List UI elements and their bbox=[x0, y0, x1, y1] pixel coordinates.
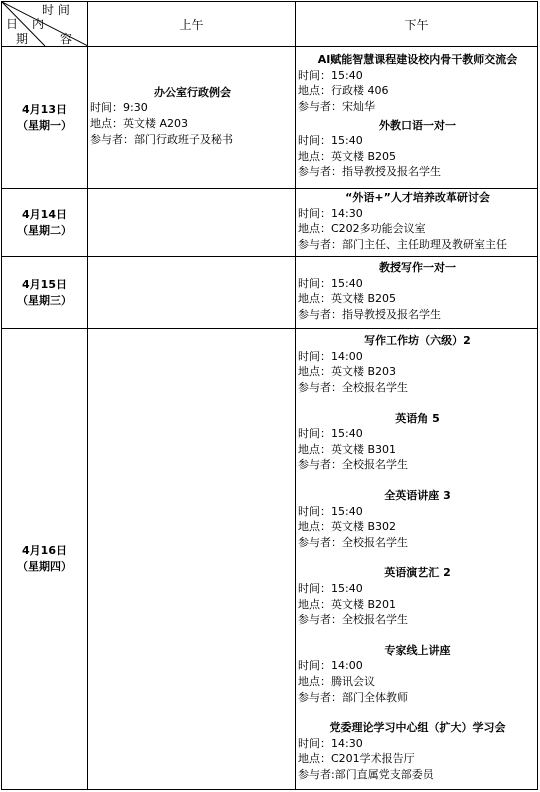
event-detail-line: 地点：英文楼 B201 bbox=[298, 597, 397, 611]
event-block bbox=[298, 565, 537, 627]
date-cell bbox=[2, 189, 88, 257]
event-block bbox=[298, 260, 537, 322]
pm-header: 下午 bbox=[296, 2, 538, 47]
event-block bbox=[298, 411, 537, 473]
am-cell bbox=[88, 189, 296, 257]
event-detail-line: 参与者：全校报名学生 bbox=[298, 613, 408, 627]
event-detail-line: 地点：英文楼 B301 bbox=[298, 442, 397, 456]
pm-cell bbox=[296, 257, 538, 329]
event-detail-line: 地点：英文楼 A203 bbox=[90, 117, 189, 130]
event-title: AI赋能智慧课程建设校内骨干教师交流会 bbox=[317, 53, 518, 67]
am-cell bbox=[88, 47, 296, 189]
event-detail-line: 时间：15:40 bbox=[298, 134, 363, 148]
event-detail-line: 时间：15:40 bbox=[298, 68, 363, 82]
event-block bbox=[298, 118, 537, 180]
date-label: 4月15日 bbox=[22, 277, 67, 291]
weekday-label: （星期四） bbox=[17, 560, 72, 574]
pm-cell bbox=[296, 329, 538, 790]
date-cell bbox=[2, 329, 88, 790]
event-title: 全英语讲座 3 bbox=[384, 489, 451, 502]
event-detail-line: 地点：腾讯会议 bbox=[298, 674, 375, 688]
event-title: 专家线上讲座 bbox=[384, 643, 451, 657]
event-detail-line: 时间：15:40 bbox=[298, 581, 363, 595]
event-block bbox=[90, 85, 295, 147]
event-detail-line: 时间：9:30 bbox=[90, 101, 148, 115]
pm-cell bbox=[296, 47, 538, 189]
event-detail-line: 参与者：部门全体教师 bbox=[298, 690, 408, 704]
event-detail-line: 地点：英文楼 B302 bbox=[298, 520, 397, 534]
event-title: 办公室行政例会 bbox=[154, 85, 231, 99]
event-block bbox=[298, 720, 537, 782]
event-detail-line: 地点：C202多功能会议室 bbox=[298, 222, 426, 236]
date-label: 4月13日 bbox=[22, 102, 67, 116]
event-title: 英语演艺汇 2 bbox=[384, 566, 451, 580]
event-detail-line: 时间：14:00 bbox=[298, 659, 363, 673]
event-detail-line: 时间：14:30 bbox=[298, 736, 363, 750]
event-title: 英语角 5 bbox=[395, 411, 440, 425]
corner-content-label: 内 bbox=[32, 17, 45, 31]
event-detail-line: 参与者：部门行政班子及秘书 bbox=[90, 132, 233, 146]
event-detail-line: 参与者:部门直属党支部委员 bbox=[298, 767, 434, 781]
event-detail-line: 地点：行政楼 406 bbox=[298, 84, 389, 98]
event-detail-line: 时间：14:30 bbox=[298, 206, 363, 220]
event-detail-line: 参与者：部门主任、主任助理及教研室主任 bbox=[298, 237, 507, 251]
header-row bbox=[2, 2, 538, 47]
pm-cell bbox=[296, 189, 538, 257]
event-detail-line: 时间：15:40 bbox=[298, 276, 363, 290]
corner-content-label-2: 容 bbox=[60, 32, 73, 46]
event-detail-line: 地点：英文楼 B203 bbox=[298, 365, 397, 379]
corner-header-cell bbox=[2, 2, 88, 47]
event-block bbox=[298, 52, 537, 114]
event-block bbox=[298, 190, 537, 252]
weekday-label: （星期二） bbox=[17, 223, 72, 237]
am-cell bbox=[88, 329, 296, 790]
corner-period-label: 期 bbox=[16, 32, 29, 46]
event-detail-line: 参与者：全校报名学生 bbox=[298, 381, 408, 395]
corner-day-label: 日 bbox=[6, 17, 19, 31]
am-header: 上午 bbox=[88, 2, 296, 47]
event-title: 教授写作一对一 bbox=[379, 261, 456, 275]
event-detail-line: 参与者：全校报名学生 bbox=[298, 458, 408, 472]
date-cell bbox=[2, 257, 88, 329]
event-detail-line: 地点：C201学术报告厅 bbox=[298, 752, 415, 766]
day-row bbox=[2, 47, 538, 189]
weekday-label: （星期三） bbox=[17, 293, 72, 307]
date-label: 4月16日 bbox=[22, 544, 67, 558]
event-detail-line: 参与者：全校报名学生 bbox=[298, 535, 408, 549]
event-detail-line: 地点：英文楼 B205 bbox=[298, 149, 397, 163]
event-detail-line: 时间：15:40 bbox=[298, 427, 363, 441]
weekday-label: （星期一） bbox=[17, 118, 72, 132]
date-label: 4月14日 bbox=[22, 207, 67, 221]
day-row bbox=[2, 257, 538, 329]
event-detail-line: 参与者：宋灿华 bbox=[298, 99, 375, 113]
event-detail-line: 参与者：指导教授及报名学生 bbox=[298, 165, 441, 179]
event-detail-line: 时间：14:00 bbox=[298, 349, 363, 363]
event-title: 写作工作坊（六级）2 bbox=[364, 334, 471, 348]
event-block bbox=[298, 333, 537, 395]
am-cell bbox=[88, 257, 296, 329]
event-block bbox=[298, 488, 537, 550]
event-detail-line: 时间：15:40 bbox=[298, 504, 363, 518]
event-title: “外语+”人才培养改革研讨会 bbox=[345, 191, 490, 204]
schedule-table bbox=[1, 1, 538, 790]
event-block bbox=[298, 643, 537, 705]
date-cell bbox=[2, 47, 88, 189]
event-detail-line: 参与者：指导教授及报名学生 bbox=[298, 307, 441, 321]
day-row bbox=[2, 329, 538, 790]
day-row bbox=[2, 189, 538, 257]
corner-time-label: 时 间 bbox=[42, 3, 70, 17]
event-title: 党委理论学习中心组（扩大）学习会 bbox=[329, 721, 506, 735]
event-detail-line: 地点：英文楼 B205 bbox=[298, 292, 397, 306]
event-title: 外教口语一对一 bbox=[379, 118, 456, 132]
